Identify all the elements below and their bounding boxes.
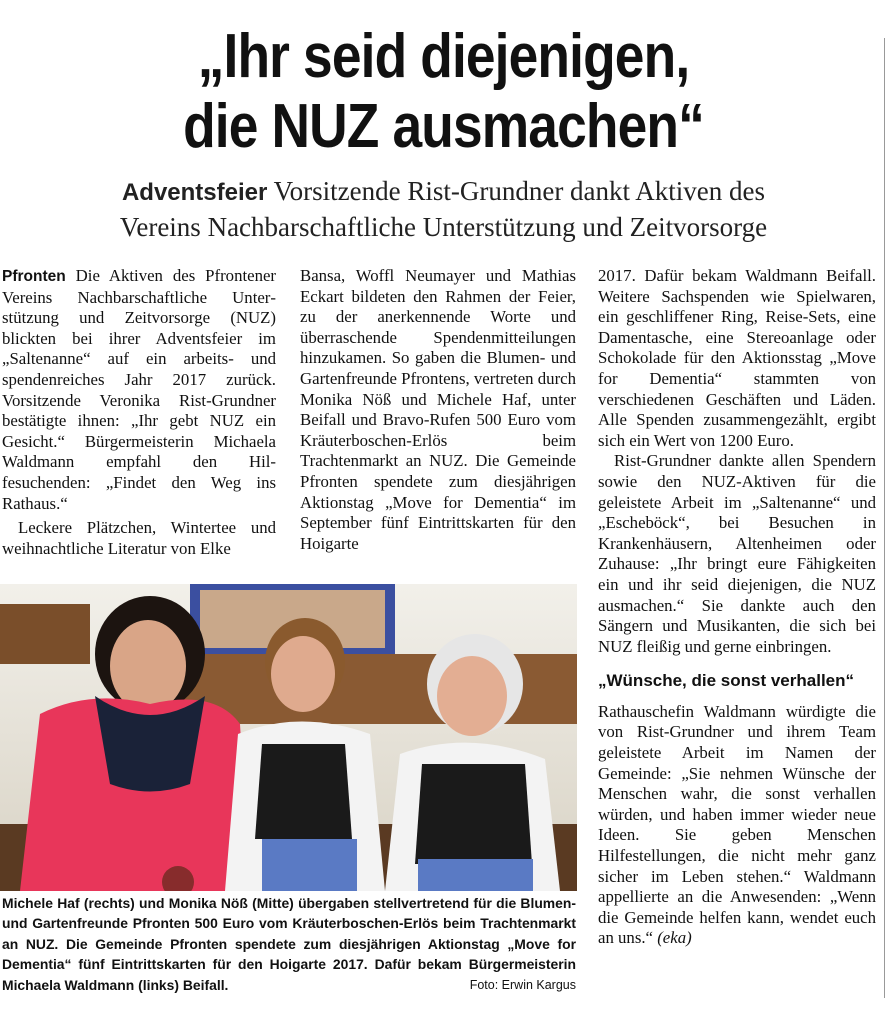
article-column-2 <box>300 266 576 561</box>
paragraph-4-text: Rathauschefin Waldmann würdigte die von Rist-Grundner und ihrem Team geleistete Arbeit im Namen der Gemeinde: „Sie nehmen Wünsche der Menschen wahr, die sonst verhallen würden, und haben immer wieder neue Ideen. Sie geben Menschen Hilfestellungen, die nicht mehr ganz sicher im Leben stehen.“ Waldmann appellierte an die Anwesenden: „Wenn die Gemeinde helfen kann, wendet euch an uns.“ <box>598 701 876 948</box>
headline-line-2: die NUZ ausmachen“ <box>183 92 704 161</box>
dateline: Pfronten <box>2 268 66 285</box>
subheadline <box>0 174 887 244</box>
paragraph-3: Rist-Grundner dankte allen Spendern sowie den NUZ-Aktiven für die geleistete Arbeit im „Saltenanne“ und „Escheböck“, bei Besuchen in Krankenhäusern, Altenheimen oder Zuhause: „Ihr bringt eure Fähigkeiten ein und ihr seid diejenigen, die NUZ ausmachen.“ Sie dankte auch den Sängern und Musikanten, die sich bei NUZ fleißig und gerne einbringen. <box>598 451 876 656</box>
section-subhead: „Wünsche, die sonst verhallen“ <box>598 671 855 691</box>
article-column-1-continued <box>2 518 276 560</box>
article-column-1 <box>2 266 276 514</box>
paragraph-1-text: Die Aktiven des Pfrontener Vereins Nachbarschaftliche Unterstützung und Zeitvorsorge (NUZ) blickten bei ihrer Adventsfeier im „Saltenanne“ auf ein arbeits- und spendenreiches Jahr 2017 zurück. Vorsitzende Veronika Rist-Grundner bestätigte ihnen: „Ihr gebt NUZ ein Gesicht.“ Bürgermeisterin Michaela Waldmann empfahl den Hilfesuchenden: „Findet den Weg ins Rathaus.“ <box>2 266 276 513</box>
subheadline-text-1: Vorsitzende Rist-Grundner dankt Aktiven des <box>273 176 766 206</box>
headline <box>62 22 825 162</box>
paragraph-2: Bansa, Woffl Neumayer und Mathias Eckart bildeten den Rahmen der Feier, zu der anerkennende Worte und überraschende Spendenmitteilungen hinzukamen. So gaben die Blumen- und Gartenfreunde Pfrontens, vertreten durch Monika Nöß und Michele Haf, unter Beifall und Bravo-Rufen 500 Euro vom Kräuterboschen-Erlös beim Trachtenmarkt an NUZ. Die Gemeinde Pfronten spendete zum diesjährigen Aktionstag „Move for Dementia“ im September fünf Eintrittskarten für den Hoigarte <box>300 266 576 553</box>
paragraph-1 <box>2 266 276 514</box>
photo-caption <box>2 893 576 995</box>
photo-illustration <box>0 584 577 891</box>
paragraph-2-end: 2017. Dafür bekam Waldmann Beifall. Weitere Sachspenden wie Spielwaren, ein geschliffener Ring, Reise-Sets, eine Damentasche, eine Stereoanlage oder Schokolade für den Aktionsstag „Move for Dementia“ stammten von verschiedenen Geschäften und Läden. Alle Spenden zusammengezählt, ergibt sich ein Wert von 1200 Euro. <box>598 266 876 450</box>
photo-caption-text: Michele Haf (rechts) und Monika Nöß (Mitte) übergaben stellvertretend für die Blumen- und Gartenfreunde Pfronten 500 Euro vom Kräuterboschen-Erlös beim Trachtenmarkt an NUZ. Die Gemeinde Pfronten spendete zum diesjährigen Aktionstag „Move for Dementia“ fünf Eintrittskarten für den Hoigarte 2017. Dafür bekam Bürgermeisterin Michaela Waldmann (links) Beifall. <box>2 895 576 993</box>
headline-line-1: „Ihr seid diejenigen, <box>197 22 690 91</box>
paragraph-2-start: Leckere Plätzchen, Wintertee und weihnachtliche Literatur von Elke <box>2 518 276 558</box>
article-column-3 <box>598 266 876 949</box>
subheadline-text-2: Vereins Nachbarschaftliche Unterstützung und Zeitvorsorge <box>119 212 768 242</box>
photo-credit: Foto: Erwin Kargus <box>469 977 576 992</box>
byline: (eka) <box>657 928 692 948</box>
subheadline-kicker: Adventsfeier <box>121 179 268 206</box>
article-photo <box>0 584 577 891</box>
page-edge-rule <box>884 38 885 998</box>
paragraph-4 <box>598 702 876 949</box>
